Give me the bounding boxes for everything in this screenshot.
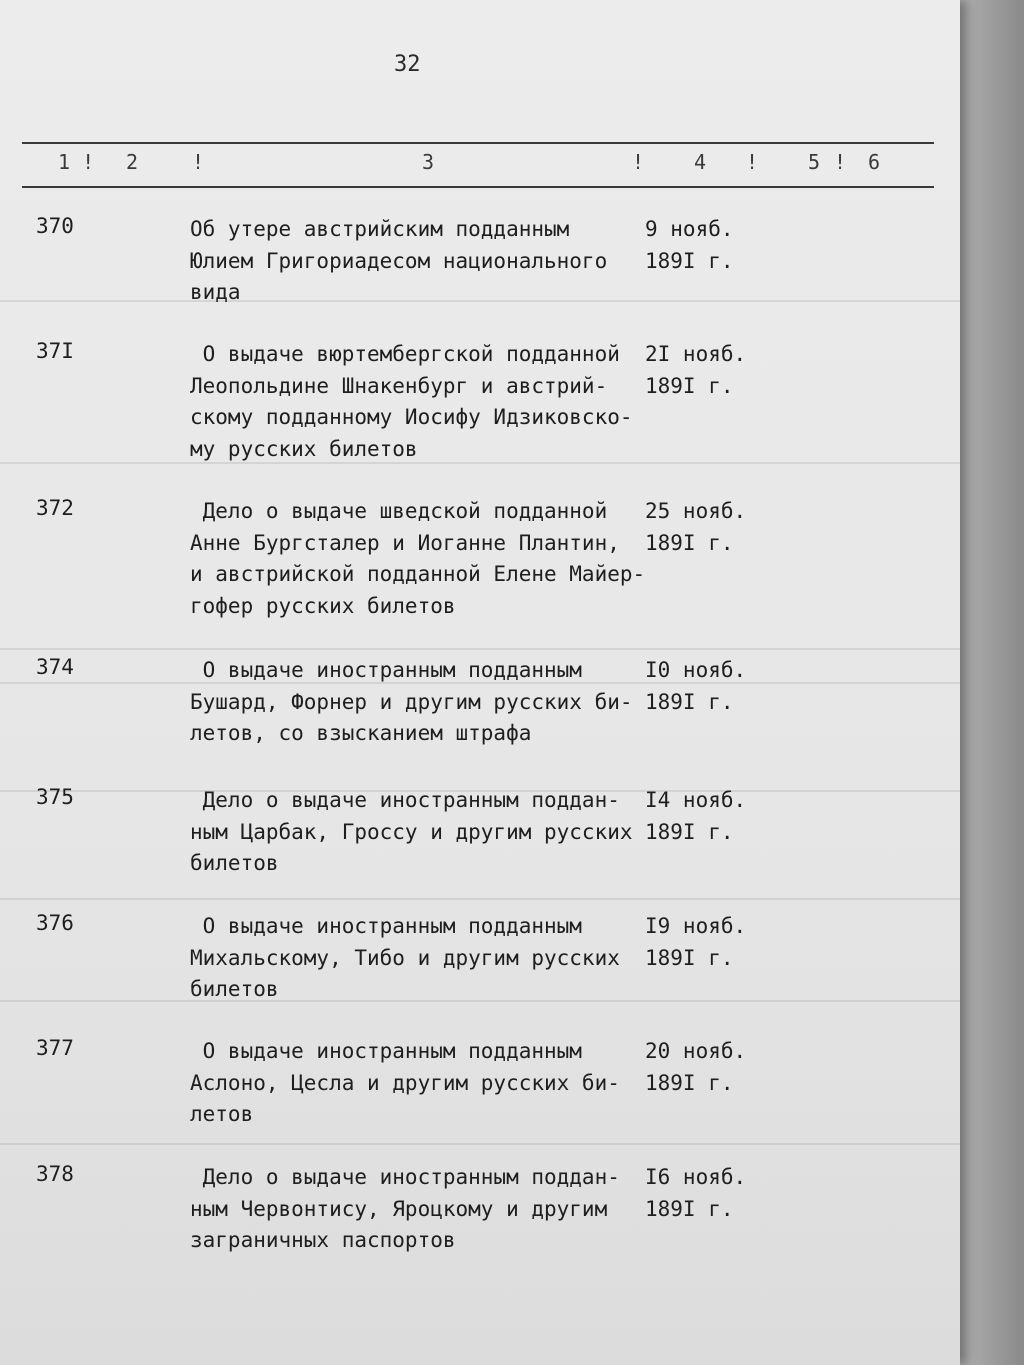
header-separator: ! xyxy=(746,150,759,174)
header-col-4: 4 xyxy=(694,150,707,174)
record-number: 37I xyxy=(36,339,74,363)
header-col-2: 2 xyxy=(126,150,139,174)
header-col-3: 3 xyxy=(422,150,435,174)
record-number: 377 xyxy=(36,1036,74,1060)
record-date: 9 нояб. 189I г. xyxy=(645,217,734,273)
record-date: I0 нояб. 189I г. xyxy=(645,658,747,714)
record-date: I4 нояб. 189I г. xyxy=(645,788,747,844)
record-number: 372 xyxy=(36,496,74,520)
record-description: О выдаче иностранным подданным Аслоно, Цесла и другим русских би- летов xyxy=(190,1039,620,1126)
header-bottom-rule xyxy=(22,186,934,188)
record-description: О выдаче вюртембергской подданной Леопольдине Шнакенбург и австрий- скому подданному Иосифу Идзиковско- му русских билетов xyxy=(190,342,633,461)
bleed-through-line xyxy=(0,1143,960,1145)
record-description: Дело о выдаче иностранным поддан- ным Царбак, Гроссу и другим русских билетов xyxy=(190,788,633,875)
header-top-rule xyxy=(22,142,934,144)
record-date: I9 нояб. 189I г. xyxy=(645,914,747,970)
record-number: 375 xyxy=(36,785,74,809)
record-number: 374 xyxy=(36,655,74,679)
record-description: Дело о выдаче иностранным поддан- ным Червонтису, Яроцкому и другим заграничных паспортов xyxy=(190,1165,620,1252)
record-description: О выдаче иностранным подданным Михальскому, Тибо и другим русских билетов xyxy=(190,914,620,1001)
record-date: 20 нояб. 189I г. xyxy=(645,1039,747,1095)
record-number: 378 xyxy=(36,1162,74,1186)
record-description: Об утере австрийским подданным Юлием Григориадесом национального вида xyxy=(190,217,608,304)
page-number: 32 xyxy=(394,52,421,77)
header-separator: ! xyxy=(632,150,645,174)
header-separator: ! xyxy=(834,150,847,174)
header-col-6: 6 xyxy=(868,150,881,174)
record-date: I6 нояб. 189I г. xyxy=(645,1165,747,1221)
record-date: 2I нояб. 189I г. xyxy=(645,342,747,398)
header-separator: ! xyxy=(192,150,205,174)
header-col-5: 5 xyxy=(808,150,821,174)
bleed-through-line xyxy=(0,648,960,650)
record-description: Дело о выдаче шведской подданной Анне Бургсталер и Иоганне Плантин, и австрийской подданной Елене Майер- гофер русских билетов xyxy=(190,499,646,618)
record-number: 370 xyxy=(36,214,74,238)
header-col-1: 1 ! xyxy=(58,150,95,174)
record-description: О выдаче иностранным подданным Бушард, Форнер и другим русских би- летов, со взысканием штрафа xyxy=(190,658,633,745)
record-date: 25 нояб. 189I г. xyxy=(645,499,747,555)
bleed-through-line xyxy=(0,898,960,900)
record-number: 376 xyxy=(36,911,74,935)
